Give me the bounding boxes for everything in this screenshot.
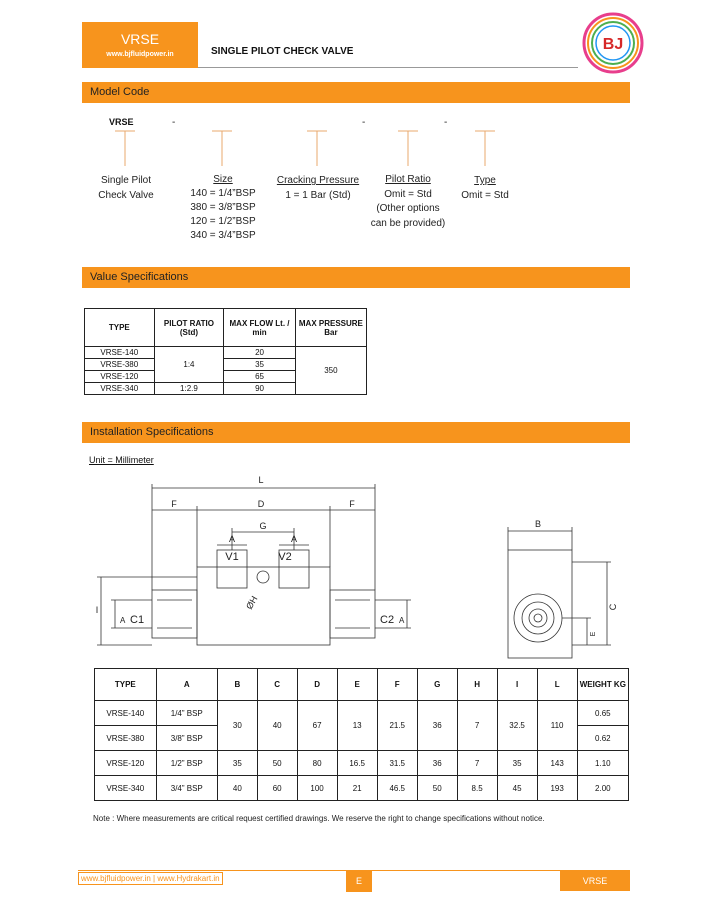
field-cracking-title: Cracking Pressure [276,175,360,186]
dims-cell: 143 [537,751,577,776]
dim-label-I: I [95,605,99,615]
dim-label-F: F [171,499,177,509]
dim-label-A: A [228,534,236,544]
dims-cell: 13 [337,701,377,751]
section-model-code: Model Code [82,82,630,103]
dims-cell: VRSE-380 [95,726,157,751]
dims-cell: 50 [257,751,297,776]
value-spec-table [84,308,367,395]
col-header-max-flow: MAX FLOW Lt. / min [224,309,296,347]
dim-label-G: G [259,521,267,531]
dims-header: A [156,669,217,701]
table-cell-type: VRSE-380 [85,359,155,371]
model-dash-1: - [172,117,176,128]
col-header-type: TYPE [85,309,155,347]
dims-cell: 45 [497,776,537,801]
dims-cell: 40 [217,776,257,801]
unit-label: Unit = Millimeter [89,455,154,465]
dims-cell: 110 [537,701,577,751]
company-logo [582,12,644,74]
dim-label-B: B [534,519,542,529]
dim-label-E: E [590,631,597,637]
table-cell-type: VRSE-120 [85,371,155,383]
port-label-C1: C1 [130,614,145,626]
dim-label-A: A [120,616,126,625]
dims-header: E [337,669,377,701]
dim-label-H: ØH [244,594,260,611]
port-label-V2: V2 [278,551,292,563]
dims-header: L [537,669,577,701]
dims-header: G [417,669,457,701]
dims-cell: 0.65 [577,701,628,726]
dims-cell: 7 [457,701,497,751]
table-cell-flow: 35 [224,359,296,371]
logo-text: BJ [602,36,624,53]
dims-header: D [297,669,337,701]
field-pilot-ratio-line: (Other options [376,203,440,214]
dims-header: C [257,669,297,701]
dims-cell: 8.5 [457,776,497,801]
dims-cell: 67 [297,701,337,751]
footer-code: VRSE [560,871,630,891]
dim-label-F: F [349,499,355,509]
note-text: Note : Where measurements are critical request certified drawings. We reserve the right to change specifications without notice. [93,814,545,823]
section-value-specs: Value Specifications [82,267,630,288]
side-view-drawing [495,515,625,660]
model-prefix: VRSE [109,117,134,127]
dimensions-table [94,668,629,801]
dims-cell: 1.10 [577,751,628,776]
dims-cell: 31.5 [377,751,417,776]
section-installation: Installation Specifications [82,422,630,443]
field-check-valve-line: Check Valve [98,190,154,201]
dims-cell: 60 [257,776,297,801]
field-check-valve [90,173,162,203]
port-label-C2: C2 [380,614,395,626]
field-cracking-pressure [272,173,364,203]
table-cell-type: VRSE-340 [85,383,155,395]
dims-header: TYPE [95,669,157,701]
dim-label-C: C [608,603,618,611]
dims-cell: 30 [217,701,257,751]
field-type [455,173,515,203]
field-size-line: 120 = 1/2”BSP [190,216,256,227]
dims-header: H [457,669,497,701]
dims-cell: VRSE-140 [95,701,157,726]
footer-page-number: E [346,871,372,892]
field-pilot-ratio-line: can be provided) [370,217,446,229]
dims-cell: 36 [417,701,457,751]
dims-cell: 36 [417,751,457,776]
dims-header: B [217,669,257,701]
col-header-max-pressure: MAX PRESSURE Bar [295,309,366,347]
table-cell-flow: 20 [224,347,296,359]
header-website: www.bjfluidpower.in [106,51,174,58]
dims-cell: 35 [217,751,257,776]
dims-cell: 21.5 [377,701,417,751]
field-size-title: Size [213,174,233,185]
field-cracking-line: 1 = 1 Bar (Std) [285,190,351,201]
table-cell-pilot-ratio: 1:4 [154,347,224,383]
dims-cell: 100 [297,776,337,801]
field-pilot-ratio-title: Pilot Ratio [385,174,431,185]
model-dash-2: - [362,117,366,128]
dims-cell: 32.5 [497,701,537,751]
field-check-valve-title: Single Pilot [100,175,152,186]
port-label-V1: V1 [225,551,239,563]
field-size [186,173,260,243]
dims-header: WEIGHT KG [577,669,628,701]
field-size-line: 340 = 3/4”BSP [190,230,256,241]
dims-cell: VRSE-120 [95,751,157,776]
dims-cell: 3/8” BSP [156,726,217,751]
dims-header: I [497,669,537,701]
table-cell-max-pressure: 350 [295,347,366,395]
field-type-line: Omit = Std [461,190,509,201]
field-pilot-ratio [368,173,448,231]
header-title: SINGLE PILOT CHECK VALVE [211,46,354,57]
table-cell-flow: 90 [224,383,296,395]
col-header-pilot-ratio: PILOT RATIO (Std) [154,309,224,347]
dims-cell: 80 [297,751,337,776]
dim-label-D: D [257,499,265,509]
dims-cell: 193 [537,776,577,801]
dims-cell: 1/4” BSP [156,701,217,726]
model-code-placeholders [90,128,510,170]
field-size-line: 380 = 3/8”BSP [190,202,256,213]
dims-cell: 50 [417,776,457,801]
dims-cell: 1/2” BSP [156,751,217,776]
dims-cell: 21 [337,776,377,801]
front-view-drawing [85,470,430,660]
field-pilot-ratio-line: Omit = Std [384,188,432,200]
dims-cell: 2.00 [577,776,628,801]
dim-label-A: A [399,616,405,625]
header-rule [198,67,578,68]
dims-cell: VRSE-340 [95,776,157,801]
dims-cell: 0.62 [577,726,628,751]
dims-cell: 16.5 [337,751,377,776]
field-type-title: Type [474,175,496,186]
model-dash-3: - [444,117,448,128]
dims-cell: 3/4” BSP [156,776,217,801]
dims-cell: 46.5 [377,776,417,801]
table-cell-type: VRSE-140 [85,347,155,359]
dim-label-L: L [258,475,264,485]
table-cell-pilot-ratio: 1:2.9 [154,383,224,395]
footer-links[interactable]: www.bjfluidpower.in | www.Hydrakart.in [78,872,223,885]
dims-cell: 35 [497,751,537,776]
dims-header: F [377,669,417,701]
dims-cell: 7 [457,751,497,776]
header-code: VRSE [120,31,160,47]
dim-label-A: A [290,534,298,544]
header-code-box [82,22,198,68]
table-cell-flow: 65 [224,371,296,383]
field-size-line: 140 = 1/4”BSP [190,188,256,199]
dims-cell: 40 [257,701,297,751]
